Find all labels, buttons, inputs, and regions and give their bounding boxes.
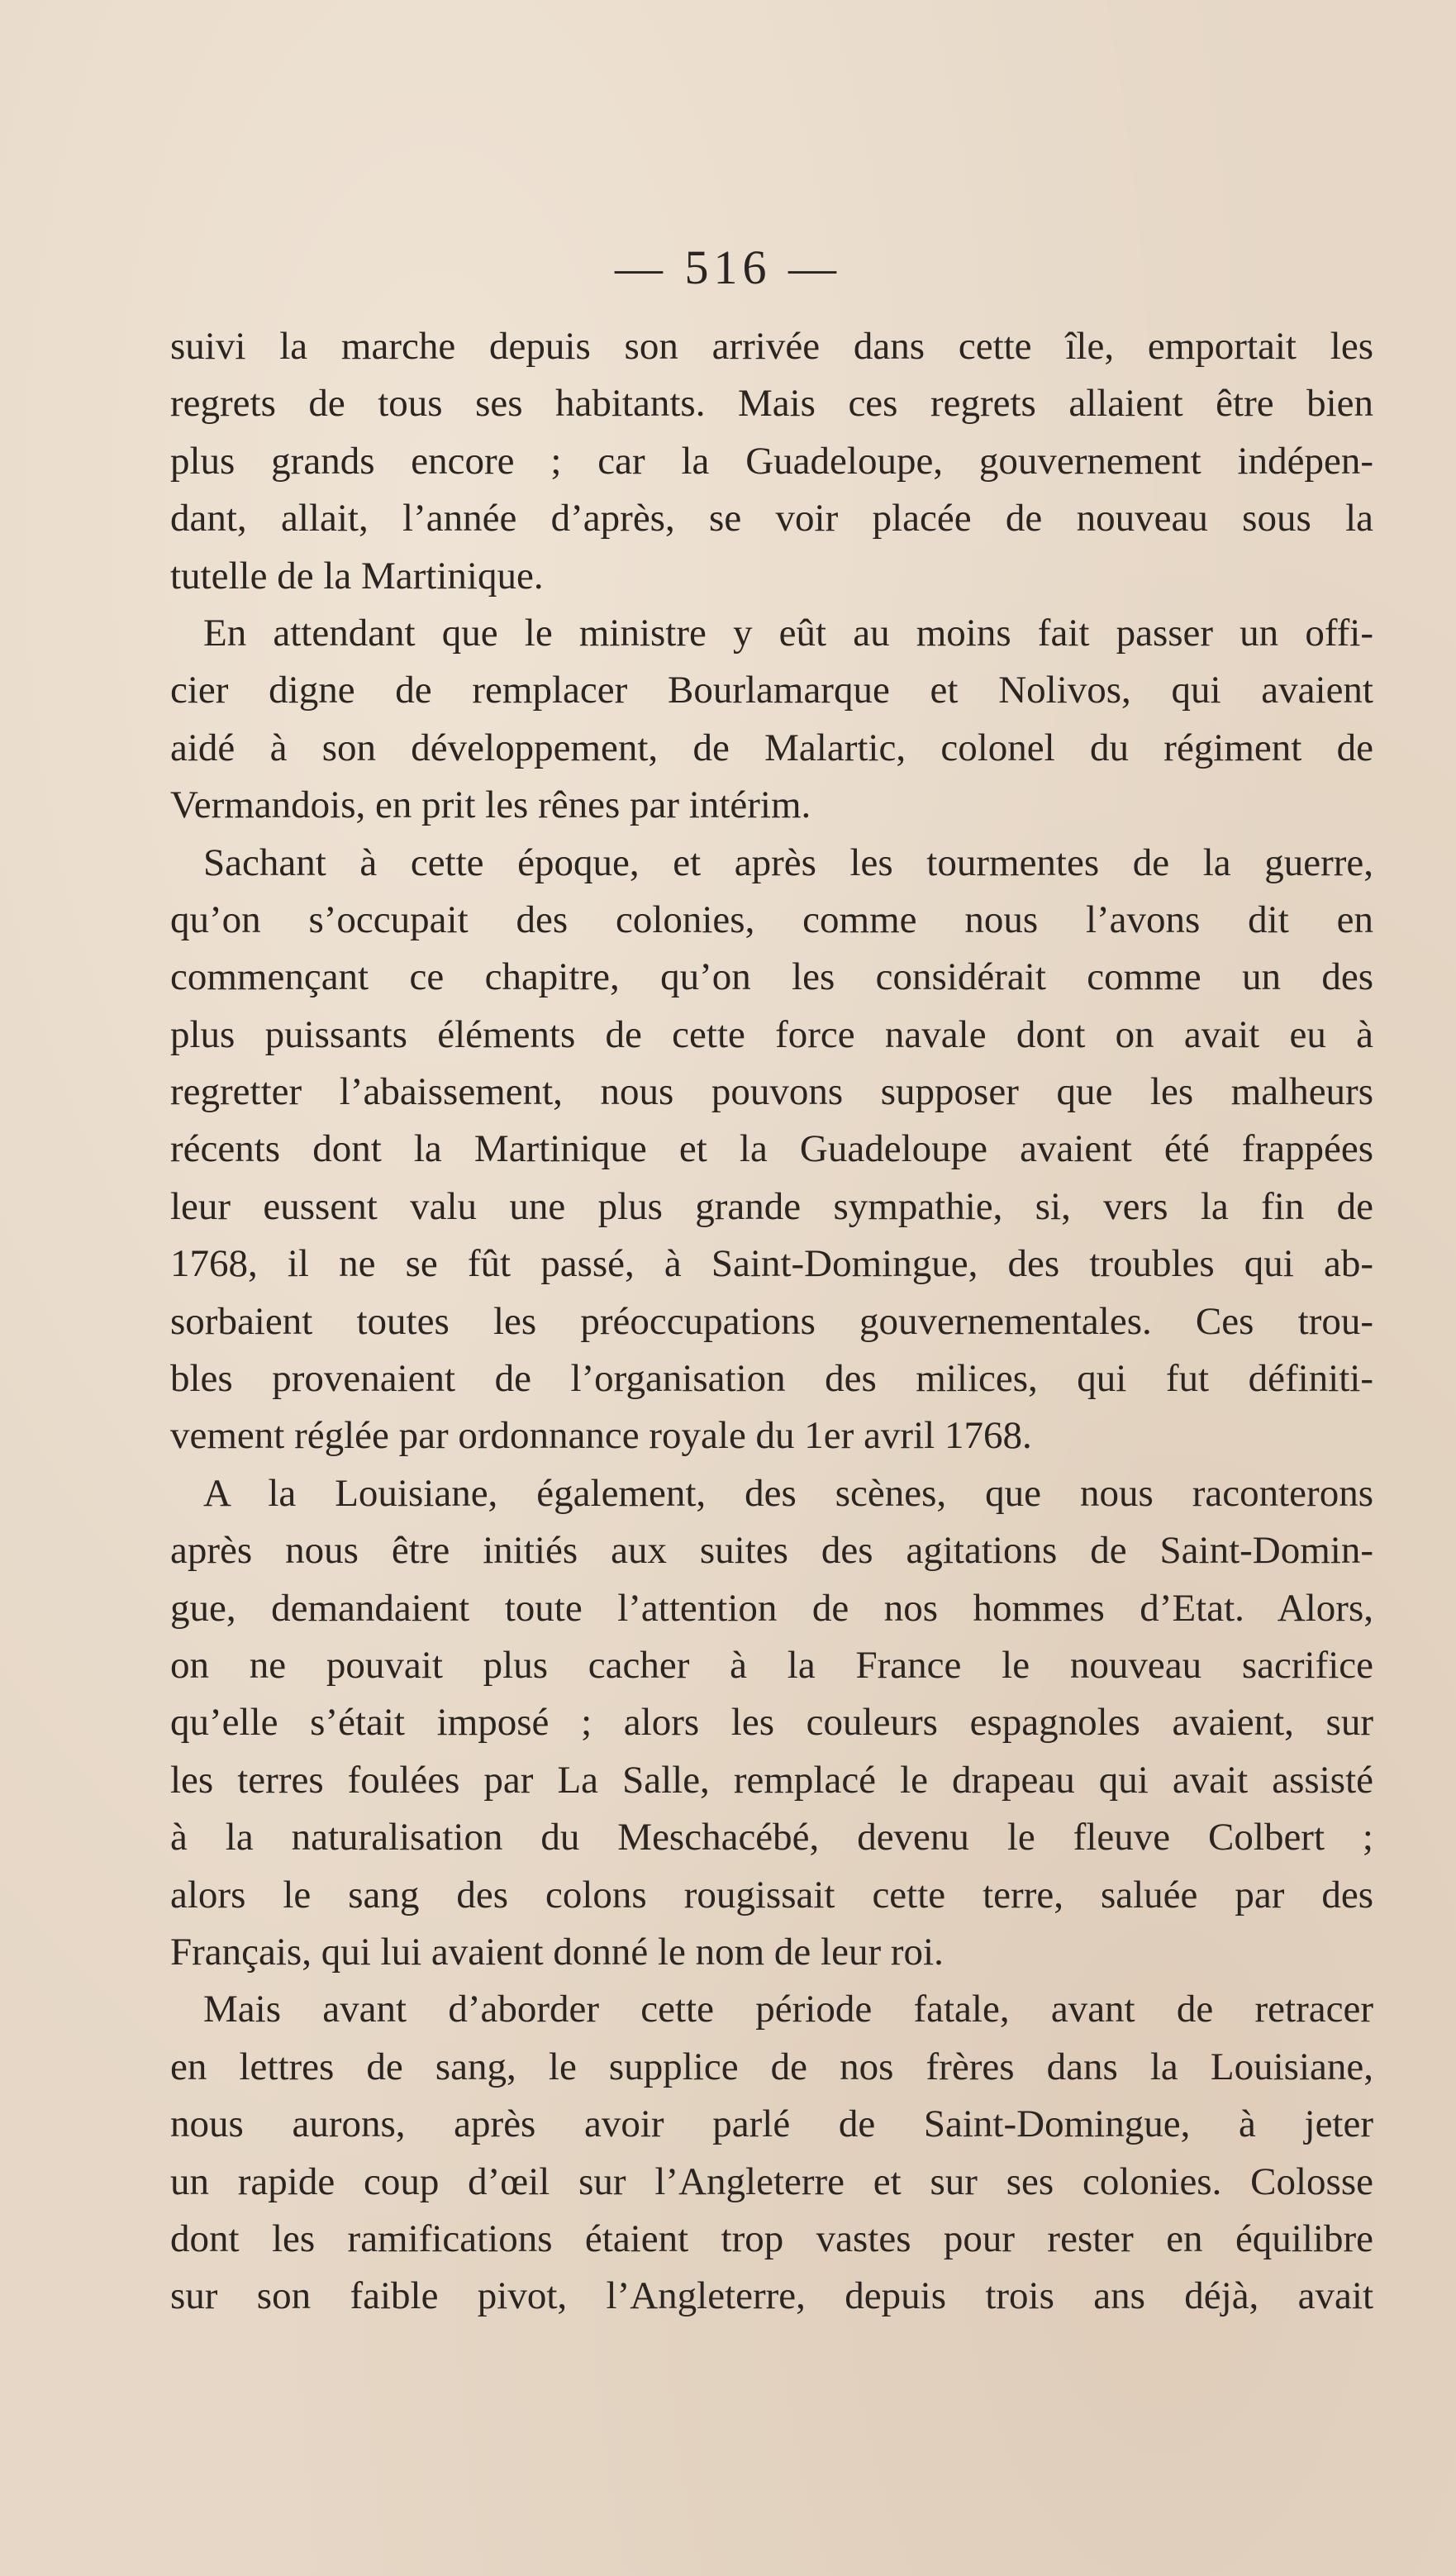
text-line: nous aurons, après avoir parlé de Saint-Domingue, à jeter (170, 2102, 1373, 2146)
text-line: un rapide coup d’œil sur l’Angleterre et sur ses colonies. Colosse (170, 2159, 1373, 2203)
text-line: récents dont la Martinique et la Guadeloupe avaient été frappées (170, 1127, 1373, 1171)
text-line: en lettres de sang, le supplice de nos frères dans la Louisiane, (170, 2045, 1373, 2088)
text-line: qu’elle s’était imposé ; alors les couleurs espagnoles avaient, sur (170, 1701, 1373, 1745)
text-line: plus grands encore ; car la Guadeloupe, gouvernement indépen- (170, 439, 1373, 483)
text-line: plus puissants éléments de cette force navale dont on avait eu à (170, 1012, 1373, 1056)
text-line: dont les ramifications étaient trop vastes pour rester en équilibre (170, 2217, 1373, 2260)
text-line: gue, demandaient toute l’attention de nos hommes d’Etat. Alors, (170, 1586, 1373, 1630)
text-line: les terres foulées par La Salle, remplacé le drapeau qui avait assisté (170, 1758, 1373, 1802)
text-line: Vermandois, en prit les rênes par intérim. (170, 783, 811, 827)
text-line: qu’on s’occupait des colonies, comme nous l’avons dit en (170, 898, 1373, 941)
text-line: leur eussent valu une plus grande sympathie, si, vers la fin de (170, 1184, 1373, 1228)
text-line: bles provenaient de l’organisation des milices, qui fut définiti- (170, 1357, 1373, 1401)
text-line: cier digne de remplacer Bourlamarque et Nolivos, qui avaient (170, 669, 1373, 712)
text-line: sorbaient toutes les préoccupations gouvernementales. Ces trou- (170, 1299, 1373, 1343)
text-line: dant, allait, l’année d’après, se voir placée de nouveau sous la (170, 497, 1373, 540)
text-line: vement réglée par ordonnance royale du 1er avril 1768. (170, 1414, 1032, 1458)
text-line: A la Louisiane, également, des scènes, que nous raconterons (203, 1471, 1373, 1515)
text-line: regrets de tous ses habitants. Mais ces regrets allaient être bien (170, 382, 1373, 426)
text-line: En attendant que le ministre y eût au moins fait passer un offi- (203, 611, 1373, 655)
page-number: — 516 — (615, 240, 841, 294)
text-line: à la naturalisation du Meschacébé, devenu le fleuve Colbert ; (170, 1816, 1373, 1859)
text-line: Mais avant d’aborder cette période fatale, avant de retracer (203, 1988, 1373, 2031)
text-line: suivi la marche depuis son arrivée dans cette île, emportait les (170, 325, 1373, 368)
text-line: aidé à son développement, de Malartic, colonel du régiment de (170, 726, 1373, 769)
text-line: commençant ce chapitre, qu’on les considérait comme un des (170, 955, 1373, 999)
body-text (170, 318, 1373, 2326)
text-line: regretter l’abaissement, nous pouvons supposer que les malheurs (170, 1070, 1373, 1114)
text-line: Sachant à cette époque, et après les tourmentes de la guerre, (203, 840, 1373, 884)
text-line: 1768, il ne se fût passé, à Saint-Domingue, des troubles qui ab- (170, 1242, 1373, 1286)
text-line: Français, qui lui avaient donné le nom de leur roi. (170, 1930, 944, 1974)
text-line: après nous être initiés aux suites des agitations de Saint-Domin- (170, 1529, 1373, 1573)
text-line: sur son faible pivot, l’Angleterre, depuis trois ans déjà, avait (170, 2274, 1373, 2318)
text-line: alors le sang des colons rougissait cette terre, saluée par des (170, 1873, 1373, 1917)
text-line: on ne pouvait plus cacher à la France le nouveau sacrifice (170, 1643, 1373, 1687)
text-line: tutelle de la Martinique. (170, 554, 544, 598)
